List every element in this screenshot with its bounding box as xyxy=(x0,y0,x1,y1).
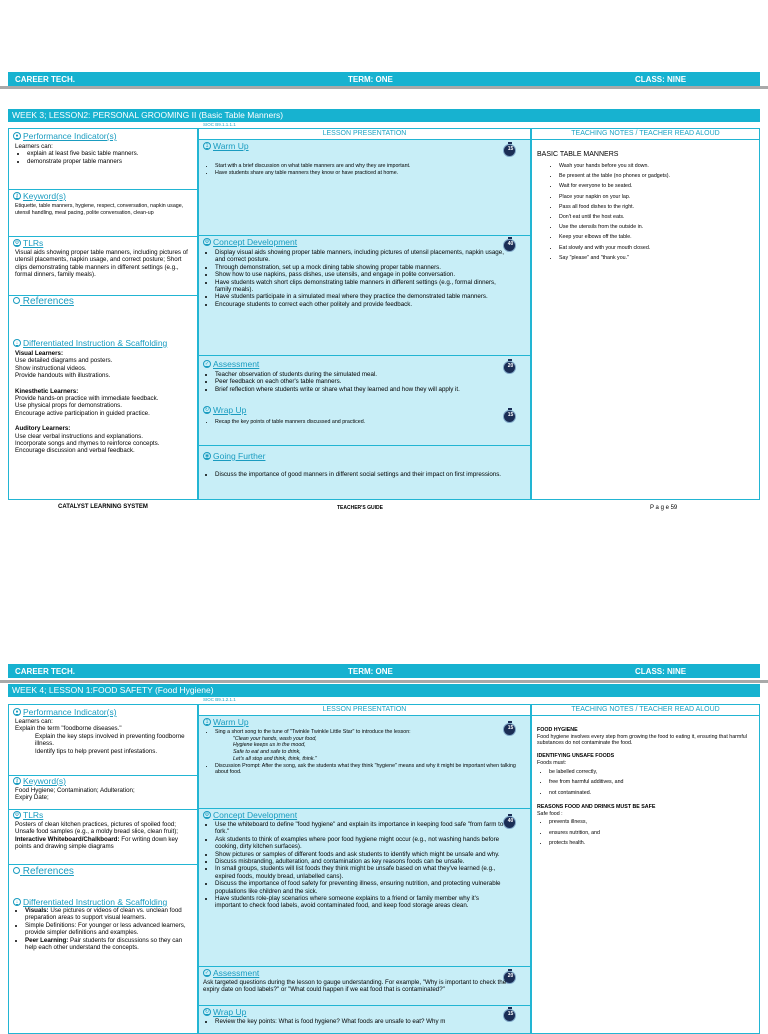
teaching-notes-header: TEACHING NOTES / TEACHER READ ALOUD xyxy=(532,705,759,716)
reference-icon xyxy=(13,297,20,304)
curriculum-code: SIOC B9.1.2.1.1 xyxy=(203,697,236,702)
left-column xyxy=(8,128,198,500)
differentiated-instruction-text: Visual Learners: Use detailed diagrams and posters. Show instructional videos. Provide handouts with illustrations. Kinesthetic Learners: Provide hands-on practice with immediate feedback. Use physical props for demonstrations. Encourage active participation in guided practice. Auditory Learners: Use clear verbal instructions and explanations. Incorporate songs and rhymes to reinforce concepts. Encourage discussion and verbal feedback. xyxy=(15,350,160,455)
wrap-up-heading: ↻ Wrap Up xyxy=(204,405,247,415)
assessment-list: • Teacher observation of students during the simulated meal. • Peer feedback on each other's table manners. • Brief reflection where students write or share what they learned and how they will apply it. xyxy=(203,371,513,393)
performance-indicator-heading: ● Performance Indicator(s) xyxy=(13,131,117,141)
concept-development-heading: ⚙ Concept Development xyxy=(204,237,298,247)
header-term: TERM: ONE xyxy=(348,667,393,676)
warmup-clock-icon: 1 xyxy=(203,718,211,726)
page-header-bar xyxy=(8,72,760,86)
references-heading: References xyxy=(13,866,74,877)
tlr-icon: ⚙ xyxy=(14,240,20,246)
warm-up-heading: 1 Warm Up xyxy=(203,717,249,727)
timer-icon: 15 xyxy=(502,143,519,158)
keywords-text: Food Hygiene; Contamination; Adulteration; Expiry Date; xyxy=(15,787,135,802)
wrap-up-list: • Recap the key points of table manners discussed and practiced. xyxy=(203,419,503,426)
key-icon: ⚷ xyxy=(13,777,21,785)
week-title-bar xyxy=(8,109,760,122)
going-further-list: • Discuss the importance of good manners in different social settings and their impact on first impressions. xyxy=(203,471,513,478)
wrapup-icon: ↻ xyxy=(204,1009,210,1015)
teaching-notes-header: TEACHING NOTES / TEACHER READ ALOUD xyxy=(532,129,759,140)
assessment-icon: ✓ xyxy=(204,970,210,976)
differentiated-instruction-heading: ↓ Differentiated Instruction & Scaffolding xyxy=(13,338,167,348)
wrapup-icon: ↻ xyxy=(204,407,210,413)
concept-icon: ⚙ xyxy=(204,239,210,245)
keywords-text: Etiquette, table manners, hygiene, respect, conversation, napkin usage, utensil handling, meal pacing, polite conversation, clean-up xyxy=(15,203,184,216)
timer-icon: 15 xyxy=(502,1008,519,1023)
timer-icon: 20 xyxy=(502,970,519,985)
going-further-heading: ◉ Going Further xyxy=(204,451,266,461)
timer-icon: 15 xyxy=(502,722,519,737)
teaching-notes-text: BASIC TABLE MANNERS xyxy=(537,151,619,158)
scaffold-icon: ↓ xyxy=(13,339,21,347)
header-divider xyxy=(0,86,768,89)
page-header-bar xyxy=(8,664,760,678)
differentiated-instruction-list: • Visuals: Use pictures or videos of clean vs. unclean food preparation areas to support visual learners. • Simple Definitions: For younger or less advanced learners, provide simpler definitions and examples. • Peer Learning: Pair students for discussions so they can help each other understand the concepts. xyxy=(13,907,191,951)
concept-development-heading: ⚙ Concept Development xyxy=(204,810,298,820)
header-subject: CAREER TECH. xyxy=(15,667,76,676)
timer-icon: 15 xyxy=(502,409,519,424)
wrap-up-heading: ↻ Wrap Up xyxy=(204,1007,247,1017)
timer-icon: 40 xyxy=(502,238,519,253)
assessment-heading: ✓ Assessment xyxy=(204,968,260,978)
references-heading: References xyxy=(13,296,74,307)
right-column xyxy=(531,704,760,1034)
reference-icon xyxy=(13,867,20,874)
week-title: WEEK 3; LESSON2: PERSONAL GROOMING II (Basic Table Manners) xyxy=(12,110,284,120)
warm-up-list: • Start with a brief discussion on what table manners are and why they are important. • Have students share any table manners they know or have practiced at home. xyxy=(203,163,525,176)
middle-column xyxy=(198,704,531,1034)
person-icon: ● xyxy=(13,132,21,140)
assessment-icon: ✓ xyxy=(204,361,210,367)
keywords-heading: ⚷ Keyword(s) xyxy=(13,191,66,201)
week-title: WEEK 4; LESSON 1:FOOD SAFETY (Food Hygiene) xyxy=(12,685,214,695)
tlr-icon: ⚙ xyxy=(14,812,20,818)
assessment-heading: ✓ Assessment xyxy=(204,359,260,369)
differentiated-instruction-heading: ↓ Differentiated Instruction & Scaffolding xyxy=(13,897,167,907)
concept-development-list: • Display visual aids showing proper table manners, including pictures of utensil placements, napkin usage, and correct posture. • Through demonstration, set up a mock dining table showing proper table manners. • Show how to use napkins, pass dishes, use utensils, and engage in polite conversation. • Have students watch short clips demonstrating table manners in different settings (e.g., formal dinners, family meals). • Have students participate in a simulated meal where they practice the demonstrated table manners. • Encourage students to correct each other politely and provide feedback. xyxy=(203,249,513,308)
left-column xyxy=(8,704,198,1034)
person-icon: ● xyxy=(13,708,21,716)
assessment-text: Ask targeted questions during the lesson to gauge understanding. For example, "Why is important to check the expiry date on food labels?" or "What could happen if we eat food that is contaminated?" xyxy=(203,979,507,994)
header-divider xyxy=(0,680,768,683)
week-title-bar xyxy=(8,684,760,697)
footer-left: CATALYST LEARNING SYSTEM xyxy=(58,504,148,510)
warm-up-heading: 1 Warm Up xyxy=(203,141,249,151)
concept-icon: ⚙ xyxy=(204,812,210,818)
tlrs-text: Visual aids showing proper table manners, including pictures of utensil placements, napkin usage, and correct posture; Short clips demonstrating table manners in different settings (e.g., formal dinners, family meals). xyxy=(15,249,188,279)
right-column xyxy=(531,128,760,500)
header-class: CLASS: NINE xyxy=(635,667,687,676)
header-subject: CAREER TECH. xyxy=(15,75,76,84)
warmup-clock-icon: 1 xyxy=(203,142,211,150)
middle-column xyxy=(198,128,531,500)
timer-icon: 40 xyxy=(502,815,519,830)
curriculum-code: SIOC B9.1.1.1.1 xyxy=(203,122,236,127)
performance-indicator-text: Learners can: Explain the term "foodborne diseases." Explain the key steps involved in preventing foodborne illness. Identify tips to help prevent pest infestations. xyxy=(15,718,185,755)
warm-up-text: • Sing a short song to the tune of "Twinkle Twinkle Little Star" to introduce the lesson: "Clean your hands, wash your food, Hygiene keeps us in the mood, Safe to eat and safe to drink, Let's all stop and think, think, think." • Discussion Prompt: After the song, ask the students what they think "hygiene" means and why it might be important when talking about food. xyxy=(203,729,523,776)
teaching-notes-text: FOOD HYGIENE Food hygiene involves every step from growing the food to eating it, ensuring that harmful substances do not contaminate the food. IDENTIFYING UNSAFE FOODS Foods must: • be labelled correctly, • free from harmful additives, and • not contaminated. REASONS FOOD AND DRINKS MUST BE SAFE Safe food : • prevents illness, • ensures nutrition, and • protects health. xyxy=(537,727,755,849)
performance-indicator-text: Learners can: • explain at least five basic table manners. • demonstrate proper table manners xyxy=(15,143,193,165)
key-icon: ⚷ xyxy=(13,192,21,200)
tlrs-heading: ⚙ TLRs xyxy=(14,810,44,820)
page-number: P a g e 59 xyxy=(650,505,678,511)
header-class: CLASS: NINE xyxy=(635,75,687,84)
tlrs-heading: ⚙ TLRs xyxy=(14,238,44,248)
keywords-heading: ⚷ Keyword(s) xyxy=(13,776,66,786)
tlrs-text: Posters of clean kitchen practices, pictures of spoiled food; Unsafe food samples (e.g., a moldy bread slice, clean fruit); Interactive Whiteboard/Chalkboard: For writing down key points and drawing simple diagrams xyxy=(15,821,179,851)
concept-development-list: • Use the whiteboard to define "food hygiene" and explain its importance in keeping food safe "from farm to fork." • Ask students to think of examples where poor food hygiene might occur (e.g., not washing hands before cooking, dirty kitchen surfaces). • Show pictures or samples of different foods and ask students to identify which might be unsafe and why. • Discuss misbranding, adulteration, and contamination as key reasons foods can be unsafe. • In small groups, students will list foods they think might be unsafe based on what they've learned (e.g., expired foods, mouldy bread, unlabelled cans). • Discuss the importance of food safety for preventing illness, ensuring nutrition, and protecting vulnerable populations like children and the sick. • Have students role-play scenarios where someone explains to a friend or family member why it's important to check food labels, avoid contaminated food, and keep food storage areas clean. xyxy=(203,821,505,910)
table-manners-list: • Wash your hands before you sit down. • Be present at the table (no phones or gadgets). • Wait for everyone to be seated. • Place your napkin on your lap. • Pass all food dishes to the right. • Don't eat until the host eats. • Use the utensils from the outside in. • Keep your elbows off the table. • Eat slowly and with your mouth closed. • Say "please" and "thank you." xyxy=(537,161,757,263)
footer-center: TEACHER'S GUIDE xyxy=(337,505,383,511)
performance-indicator-heading: ● Performance Indicator(s) xyxy=(13,707,117,717)
wrap-up-list: • Review the key points: What is food hygiene? What foods are unsafe to eat? Why m xyxy=(203,1018,508,1025)
timer-icon: 20 xyxy=(502,360,519,375)
header-term: TERM: ONE xyxy=(348,75,393,84)
going-further-icon: ◉ xyxy=(204,453,210,459)
lesson-presentation-header: LESSON PRESENTATION xyxy=(199,705,530,716)
lesson-presentation-header: LESSON PRESENTATION xyxy=(199,129,530,140)
scaffold-icon: ↓ xyxy=(13,898,21,906)
